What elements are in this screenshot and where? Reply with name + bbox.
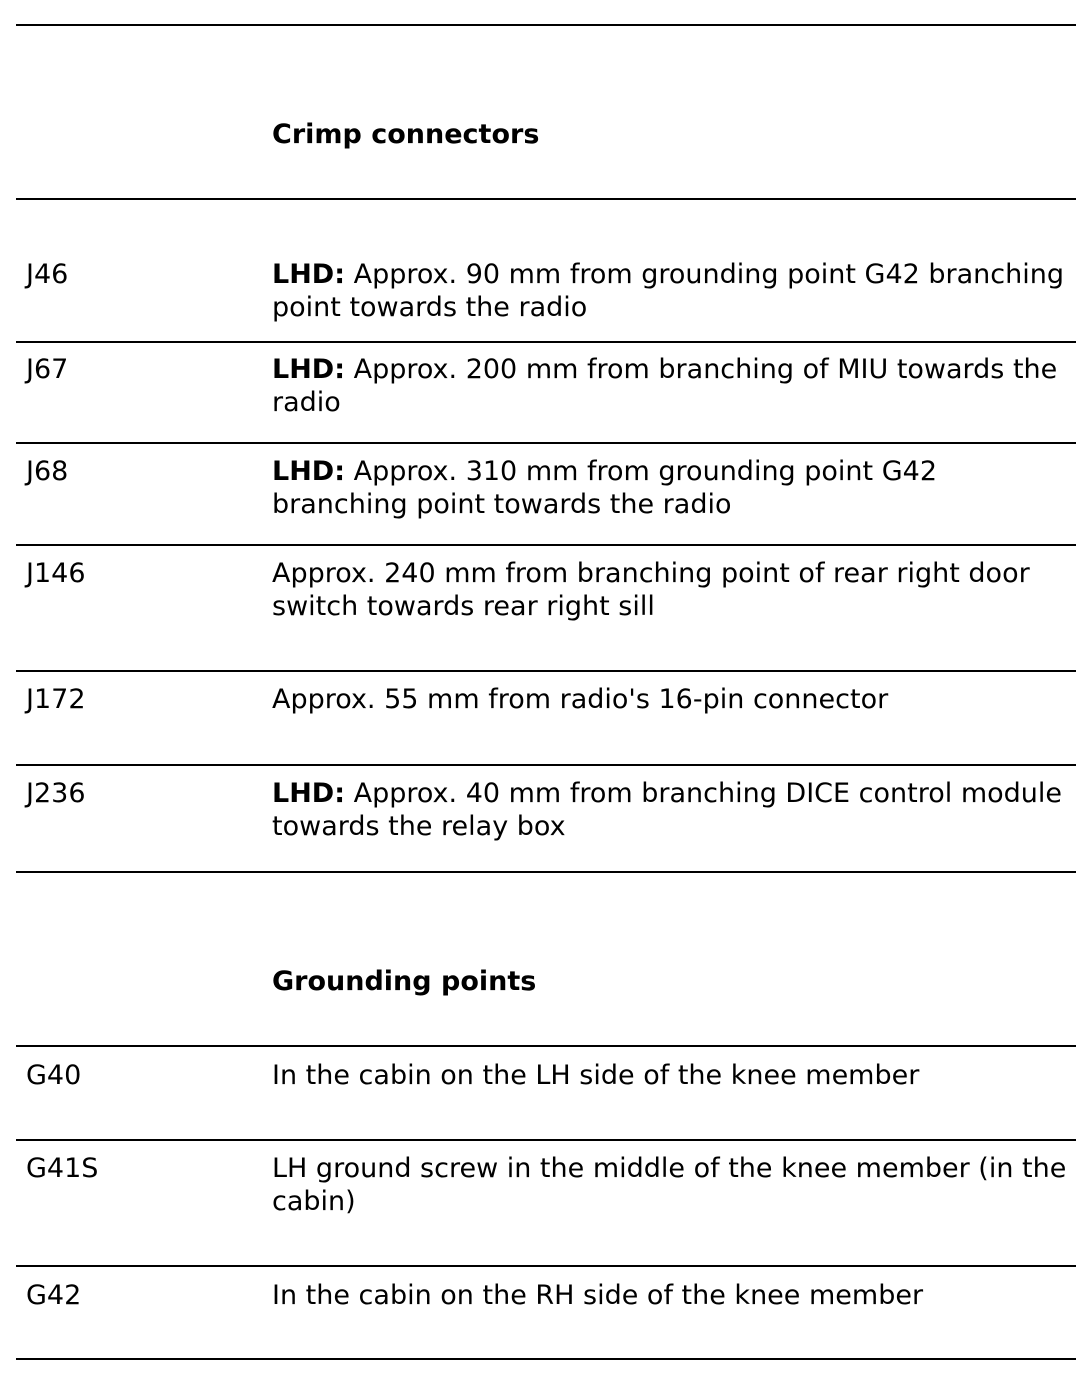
description-text: Approx. 200 mm from branching of MIU towards the radio [272,354,1058,418]
row-divider [16,442,1076,444]
section-heading-grounding-points: Grounding points [272,966,537,997]
lhd-tag: LHD: [272,778,346,809]
top-rule [16,24,1076,26]
lhd-tag: LHD: [272,456,346,487]
heading-rule [16,1045,1076,1047]
row-divider [16,1265,1076,1267]
row-divider [16,670,1076,672]
description-text: Approx. 310 mm from grounding point G42 branching point towards the radio [272,456,937,520]
connector-description [272,683,1072,716]
row-divider [16,341,1076,343]
connector-description [272,557,1072,623]
connector-code: J146 [26,558,86,589]
connector-code: J172 [26,684,86,715]
description-text: Approx. 40 mm from branching DICE control module towards the relay box [272,778,1063,842]
lhd-tag: LHD: [272,354,346,385]
connector-description [272,455,1072,521]
section-end-rule [16,871,1076,873]
connector-code: J67 [26,354,69,385]
ground-code: G41S [26,1153,99,1184]
connector-description [272,258,1072,324]
heading-rule [16,198,1076,200]
ground-description: In the cabin on the LH side of the knee member [272,1060,920,1091]
connector-description [272,353,1072,419]
description-text: Approx. 90 mm from grounding point G42 branching point towards the radio [272,259,1065,323]
lhd-tag: LHD: [272,259,346,290]
row-divider [16,1139,1076,1141]
connector-code: J68 [26,456,69,487]
connector-code: J236 [26,778,86,809]
row-divider [16,544,1076,546]
ground-code: G42 [26,1280,82,1311]
section-heading-crimp-connectors: Crimp connectors [272,119,540,150]
description-text: Approx. 240 mm from branching point of rear right door switch towards rear right sill [272,558,1030,622]
row-divider [16,764,1076,766]
bottom-rule [16,1358,1076,1360]
connector-code: J46 [26,259,69,290]
ground-description: In the cabin on the RH side of the knee member [272,1280,924,1311]
connector-description [272,777,1072,843]
ground-code: G40 [26,1060,82,1091]
ground-description: LH ground screw in the middle of the knee member (in the cabin) [272,1153,1067,1217]
description-text: Approx. 55 mm from radio's 16-pin connector [272,684,889,715]
